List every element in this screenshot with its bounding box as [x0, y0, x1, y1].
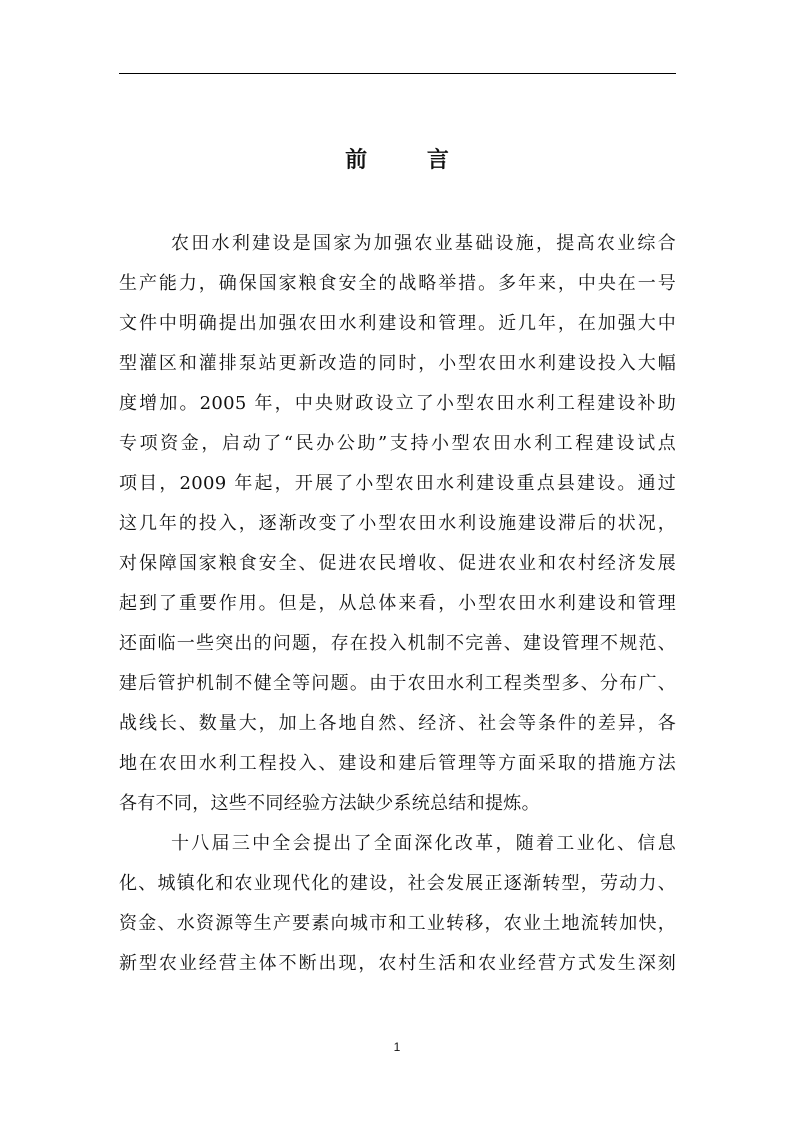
- paragraph-2-line: 资金、水资源等生产要素向城市和工业转移，农业土地流转加快，: [119, 913, 676, 934]
- paragraph-1-line: 型灌区和灌排泵站更新改造的同时，小型农田水利建设投入大幅: [119, 353, 676, 374]
- paragraph-1-line: 度增加。2005 年，中央财政设立了小型农田水利工程建设补助: [119, 393, 676, 414]
- page-number: 1: [393, 1040, 401, 1054]
- paragraph-1-line: 农田水利建设是国家为加强农业基础设施，提高农业综合: [171, 233, 676, 254]
- header-rule: [119, 73, 676, 74]
- paragraph-1-line: 项目，2009 年起，开展了小型农田水利建设重点县建设。通过: [119, 473, 676, 494]
- paragraph-1-line: 专项资金，启动了“民办公助”支持小型农田水利工程建设试点: [119, 433, 676, 454]
- paragraph-1-line: 文件中明确提出加强农田水利建设和管理。近几年，在加强大中: [119, 313, 676, 334]
- paragraph-1-line: 起到了重要作用。但是，从总体来看，小型农田水利建设和管理: [119, 593, 676, 614]
- paragraph-1-line: 地在农田水利工程投入、建设和建后管理等方面采取的措施方法: [119, 753, 676, 774]
- paragraph-1-line: 各有不同，这些不同经验方法缺少系统总结和提炼。: [119, 793, 540, 814]
- paragraph-1-line: 生产能力，确保国家粮食安全的战略举措。多年来，中央在一号: [119, 273, 676, 294]
- paragraph-1-line: 还面临一些突出的问题，存在投入机制不完善、建设管理不规范、: [119, 633, 676, 654]
- page-title: 前 言: [345, 147, 475, 173]
- body-text: [119, 224, 676, 984]
- paragraph-2-line: 新型农业经营主体不断出现，农村生活和农业经营方式发生深刻: [119, 953, 676, 974]
- paragraph-1-line: 对保障国家粮食安全、促进农民增收、促进农业和农村经济发展: [119, 553, 676, 574]
- paragraph-1-line: 这几年的投入，逐渐改变了小型农田水利设施建设滞后的状况，: [119, 513, 676, 534]
- paragraph-1-line: 战线长、数量大，加上各地自然、经济、社会等条件的差异，各: [119, 713, 676, 734]
- paragraph-2-line: 化、城镇化和农业现代化的建设，社会发展正逐渐转型，劳动力、: [119, 873, 676, 894]
- paragraph-1-line: 建后管护机制不健全等问题。由于农田水利工程类型多、分布广、: [119, 673, 676, 694]
- paragraph-2-line: 十八届三中全会提出了全面深化改革，随着工业化、信息: [171, 833, 676, 854]
